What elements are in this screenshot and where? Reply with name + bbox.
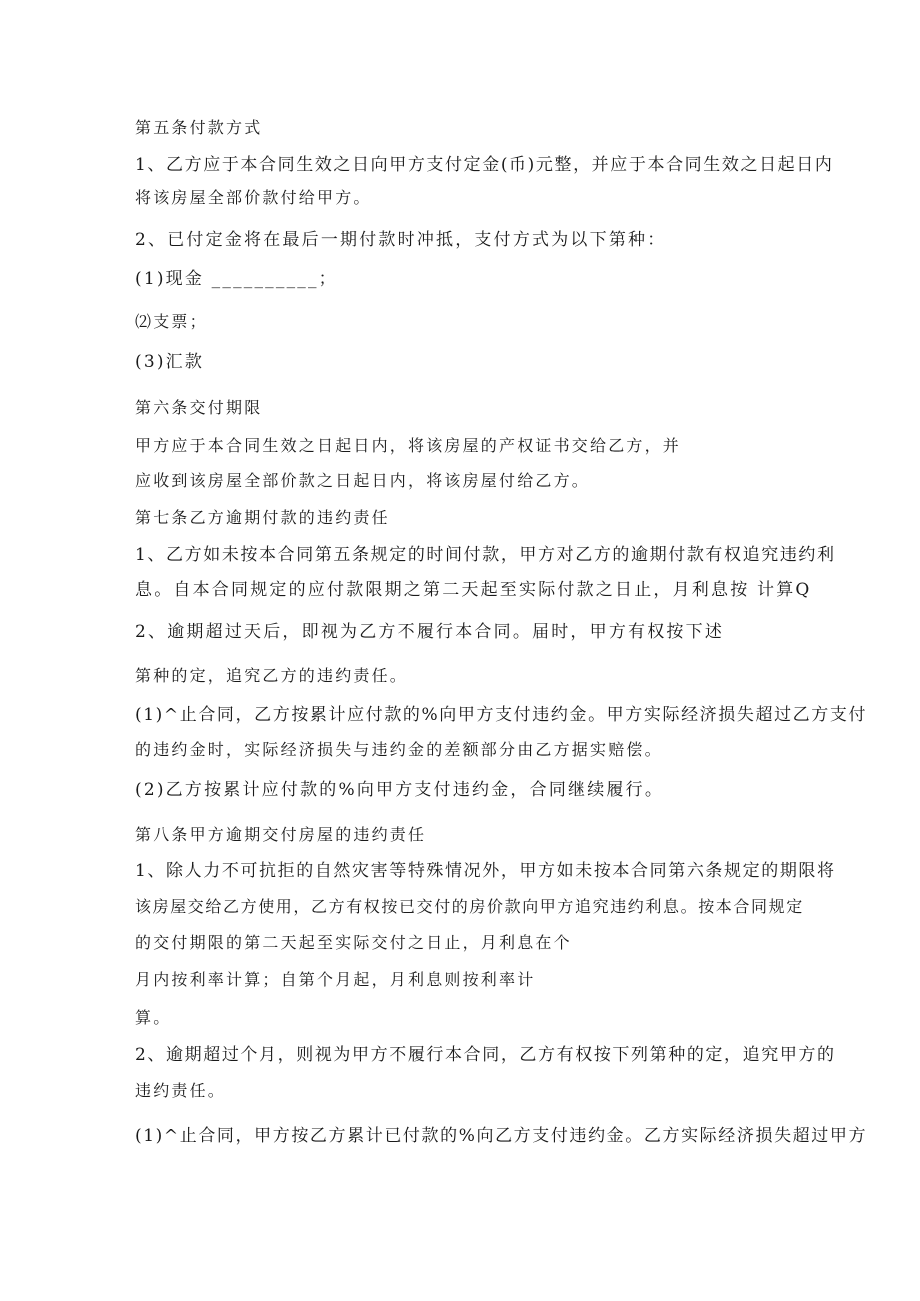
payment-option-cash: (1)现金 __________； <box>135 269 338 289</box>
article-5-heading: 第五条付款方式 <box>135 118 263 137</box>
article-7-clause-2-line-2: 第种的定，追究乙方的违约责任。 <box>135 666 409 685</box>
article-7-option-1-line-1: (1)^止合同，乙方按累计应付款的%向甲方支付违约金。甲方实际经济损失超过乙方支付 <box>135 705 868 725</box>
article-6-line-2: 应收到该房屋全部价款之日起日内，将该房屋付给乙方。 <box>135 471 591 490</box>
article-8-clause-1-line-2: 该房屋交给乙方使用，乙方有权按已交付的房价款向甲方追究违约利息。按本合同规定 <box>135 897 804 916</box>
article-7-clause-1-line-1: 1、乙方如未按本合同第五条规定的时间付款，甲方对乙方的逾期付款有权追究违约利 <box>135 545 836 565</box>
article-6-heading: 第六条交付期限 <box>135 398 263 417</box>
article-7-heading: 第七条乙方逾期付款的违约责任 <box>135 508 390 527</box>
article-8-clause-1-line-1: 1、除人力不可抗拒的自然灾害等特殊情况外，甲方如未按本合同第六条规定的期限将 <box>135 861 836 881</box>
article-8-clause-1-line-5: 算。 <box>135 1008 172 1027</box>
article-7-option-1-line-2: 的违约金时，实际经济损失与违约金的差额部分由乙方据实赔偿。 <box>135 740 663 759</box>
article-8-option-1-line-1: (1)^止合同，甲方按乙方累计已付款的%向乙方支付违约金。乙方实际经济损失超过甲方 <box>135 1126 868 1146</box>
payment-option-check: ⑵支票； <box>135 312 208 331</box>
article-7-option-2: (2)乙方按累计应付款的%向甲方支付违约金，合同继续履行。 <box>135 780 665 800</box>
article-7-clause-2-line-1: 2、逾期超过天后，即视为乙方不履行本合同。届时，甲方有权按下述 <box>135 622 725 642</box>
article-5-clause-1-line-1: 1、乙方应于本合同生效之日向甲方支付定金(币)元整，并应于本合同生效之日起日内 <box>135 155 834 175</box>
article-6-line-1: 甲方应于本合同生效之日起日内，将该房屋的产权证书交给乙方，并 <box>135 436 682 455</box>
article-8-clause-1-line-3: 的交付期限的第二天起至实际交付之日止，月利息在个 <box>135 933 572 952</box>
article-8-clause-2-line-1: 2、逾期超过个月，则视为甲方不履行本合同，乙方有权按下列第种的定，追究甲方的 <box>135 1045 836 1065</box>
article-8-heading: 第八条甲方逾期交付房屋的违约责任 <box>135 825 427 844</box>
article-8-clause-1-line-4: 月内按利率计算；自第个月起，月利息则按利率计 <box>135 970 536 989</box>
article-7-clause-1-line-2: 息。自本合同规定的应付款限期之第二天起至实际付款之日止，月利息按 计算Q <box>135 580 812 600</box>
article-5-clause-1-line-2: 将该房屋全部价款付给甲方。 <box>135 188 372 207</box>
article-5-clause-2: 2、已付定金将在最后一期付款时冲抵，支付方式为以下第种： <box>135 230 667 250</box>
article-8-clause-2-line-2: 违约责任。 <box>135 1081 227 1100</box>
payment-option-remittance: (3)汇款 <box>135 352 205 372</box>
